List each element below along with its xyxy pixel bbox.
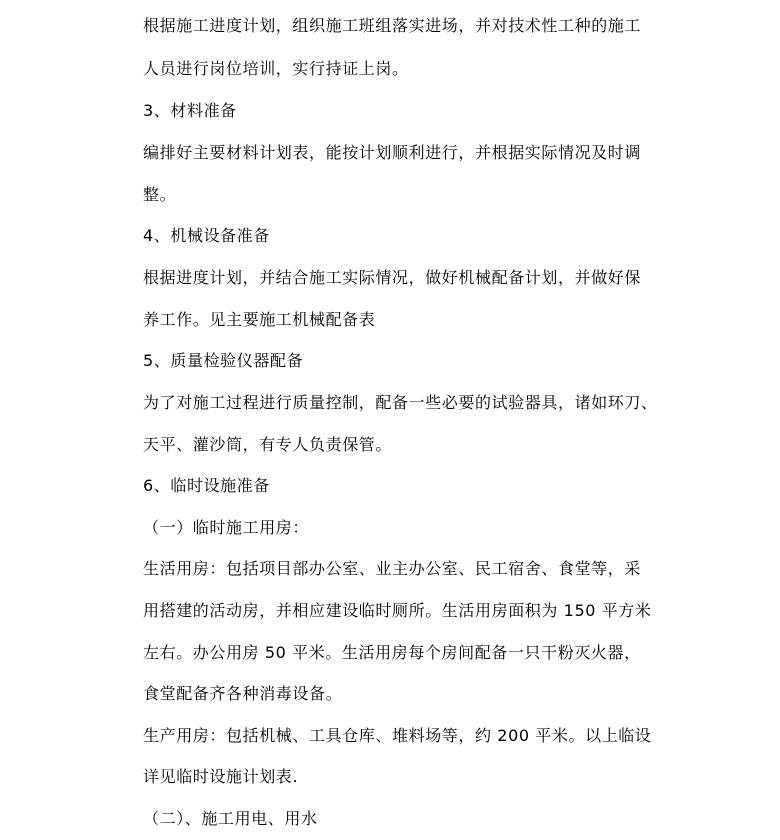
section-heading: 4、机械设备准备 [143,226,270,245]
section-heading: 6、临时设施准备 [143,476,270,495]
paragraph-line: 食堂配备齐各种消毒设备。 [143,684,343,703]
paragraph-line: 生产用房：包括机械、工具仓库、堆料场等，约 200 平米。以上临设 [143,726,652,745]
paragraph-line: 用搭建的活动房，并相应建设临时厕所。生活用房面积为 150 平方米 [143,601,652,620]
paragraph-line: 生活用房：包括项目部办公室、业主办公室、民工宿舍、食堂等，采 [143,559,642,578]
paragraph-line: 根据施工进度计划，组织施工班组落实进场，并对技术性工种的施工 [143,16,642,35]
paragraph-line: 天平、灌沙筒，有专人负责保管。 [143,435,393,454]
paragraph-line: 人员进行岗位培训，实行持证上岗。 [143,59,409,78]
paragraph-line: 养工作。见主要施工机械配备表 [143,310,376,329]
paragraph-line: 编排好主要材料计划表，能按计划顺利进行，并根据实际情况及时调 [143,143,642,162]
paragraph-line: 为了对施工过程进行质量控制，配备一些必要的试验器具，诸如环刀、 [143,393,658,412]
paragraph-line: 根据进度计划，并结合施工实际情况，做好机械配备计划，并做好保 [143,268,642,287]
paragraph-line: 左右。办公用房 50 平米。生活用房每个房间配备一只干粉灭火器， [143,643,641,662]
paragraph-line: 整。 [143,185,177,204]
section-heading: 3、材料准备 [143,101,237,120]
paragraph-line: 详见临时设施计划表. [143,767,299,786]
subsection-heading: （二）、施工用电、用水 [143,809,318,828]
subsection-heading: （一）临时施工用房： [143,518,310,537]
section-heading: 5、质量检验仪器配备 [143,351,304,370]
